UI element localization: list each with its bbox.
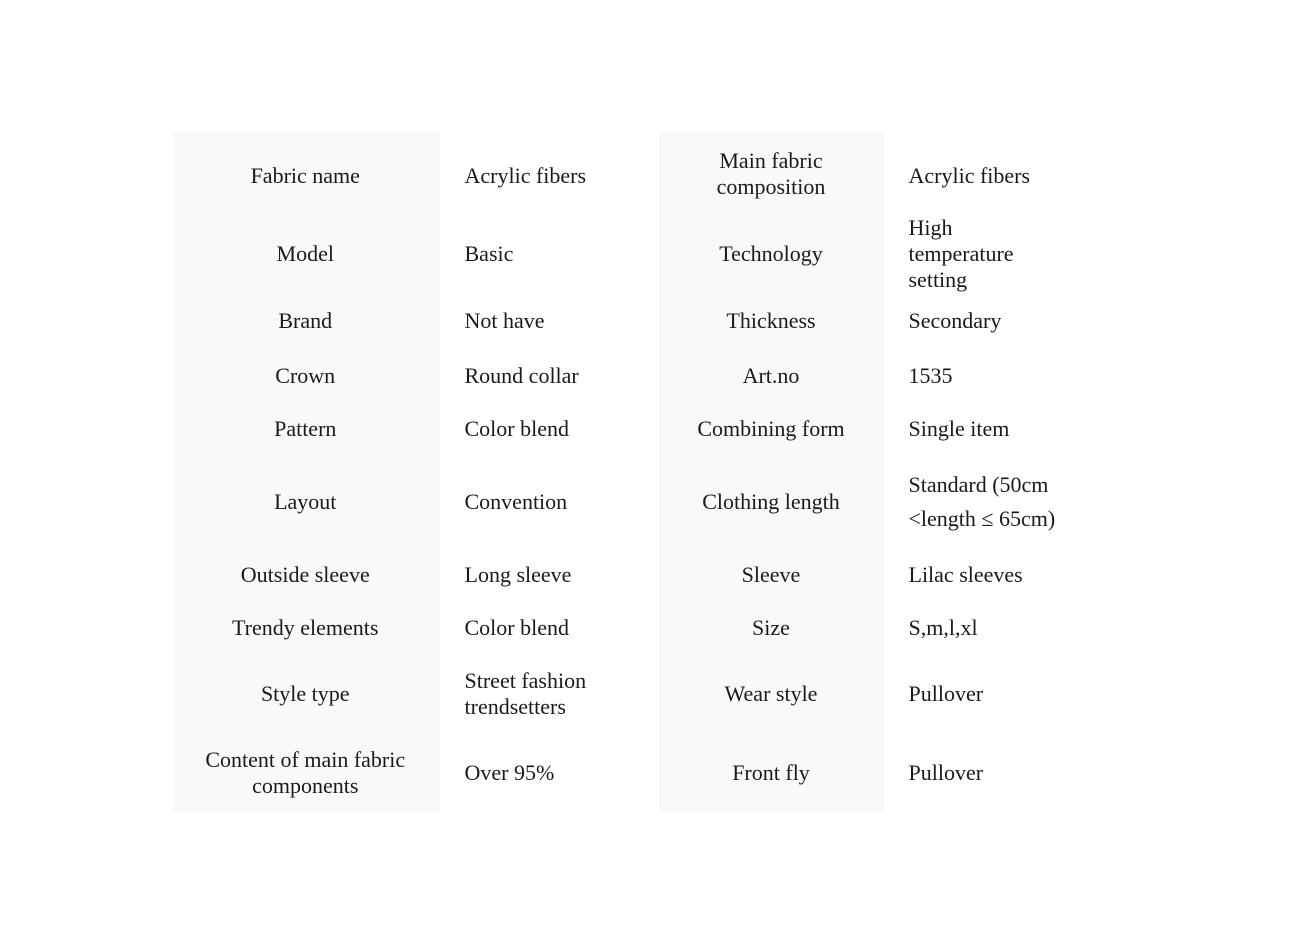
table-row: [173, 601, 1112, 654]
attribute-label: Main fabric composition: [660, 132, 882, 215]
attribute-value: Color blend: [438, 402, 660, 455]
attribute-value: Lilac sleeves: [882, 548, 1112, 601]
attribute-label: Sleeve: [660, 548, 882, 601]
attribute-value: Acrylic fibers: [882, 132, 1112, 215]
attribute-value: Street fashion trendsetters: [438, 654, 660, 734]
table-row: [173, 455, 1112, 548]
attribute-label: Crown: [173, 349, 438, 402]
table-row: [173, 402, 1112, 455]
table-row: [173, 293, 1112, 349]
attribute-value: S,m,l,xl: [882, 601, 1112, 654]
attribute-label: Art.no: [660, 349, 882, 402]
attribute-label: Layout: [173, 455, 438, 548]
attribute-value: Acrylic fibers: [438, 132, 660, 215]
attribute-label: Content of main fabric components: [173, 734, 438, 812]
table-row: [173, 654, 1112, 734]
attribute-value: Secondary: [882, 293, 1112, 349]
attribute-value: Over 95%: [438, 734, 660, 812]
attribute-value: Long sleeve: [438, 548, 660, 601]
attribute-label: Front fly: [660, 734, 882, 812]
table-row: [173, 215, 1112, 293]
attribute-label: Trendy elements: [173, 601, 438, 654]
attribute-label: Outside sleeve: [173, 548, 438, 601]
attribute-value: Basic: [438, 215, 660, 293]
attribute-value: Convention: [438, 455, 660, 548]
attribute-label: Combining form: [660, 402, 882, 455]
attribute-label: Pattern: [173, 402, 438, 455]
attribute-label: Thickness: [660, 293, 882, 349]
attribute-value: Pullover: [882, 734, 1112, 812]
attribute-value: 1535: [882, 349, 1112, 402]
attribute-value: Color blend: [438, 601, 660, 654]
attribute-label: Technology: [660, 215, 882, 293]
table-row: [173, 734, 1112, 812]
attribute-label: Wear style: [660, 654, 882, 734]
table-row: [173, 349, 1112, 402]
attribute-value: Standard (50cm <length ≤ 65cm): [882, 455, 1112, 548]
attribute-label: Fabric name: [173, 132, 438, 215]
table-row: [173, 132, 1112, 215]
attribute-value: Round collar: [438, 349, 660, 402]
attribute-label: Clothing length: [660, 455, 882, 548]
attribute-label: Size: [660, 601, 882, 654]
attribute-value: High temperature setting: [882, 215, 1112, 293]
product-spec-table: [173, 132, 1112, 812]
attribute-label: Brand: [173, 293, 438, 349]
table-row: [173, 548, 1112, 601]
attribute-label: Model: [173, 215, 438, 293]
attribute-label: Style type: [173, 654, 438, 734]
attribute-value: Not have: [438, 293, 660, 349]
attribute-value: Pullover: [882, 654, 1112, 734]
attribute-value: Single item: [882, 402, 1112, 455]
